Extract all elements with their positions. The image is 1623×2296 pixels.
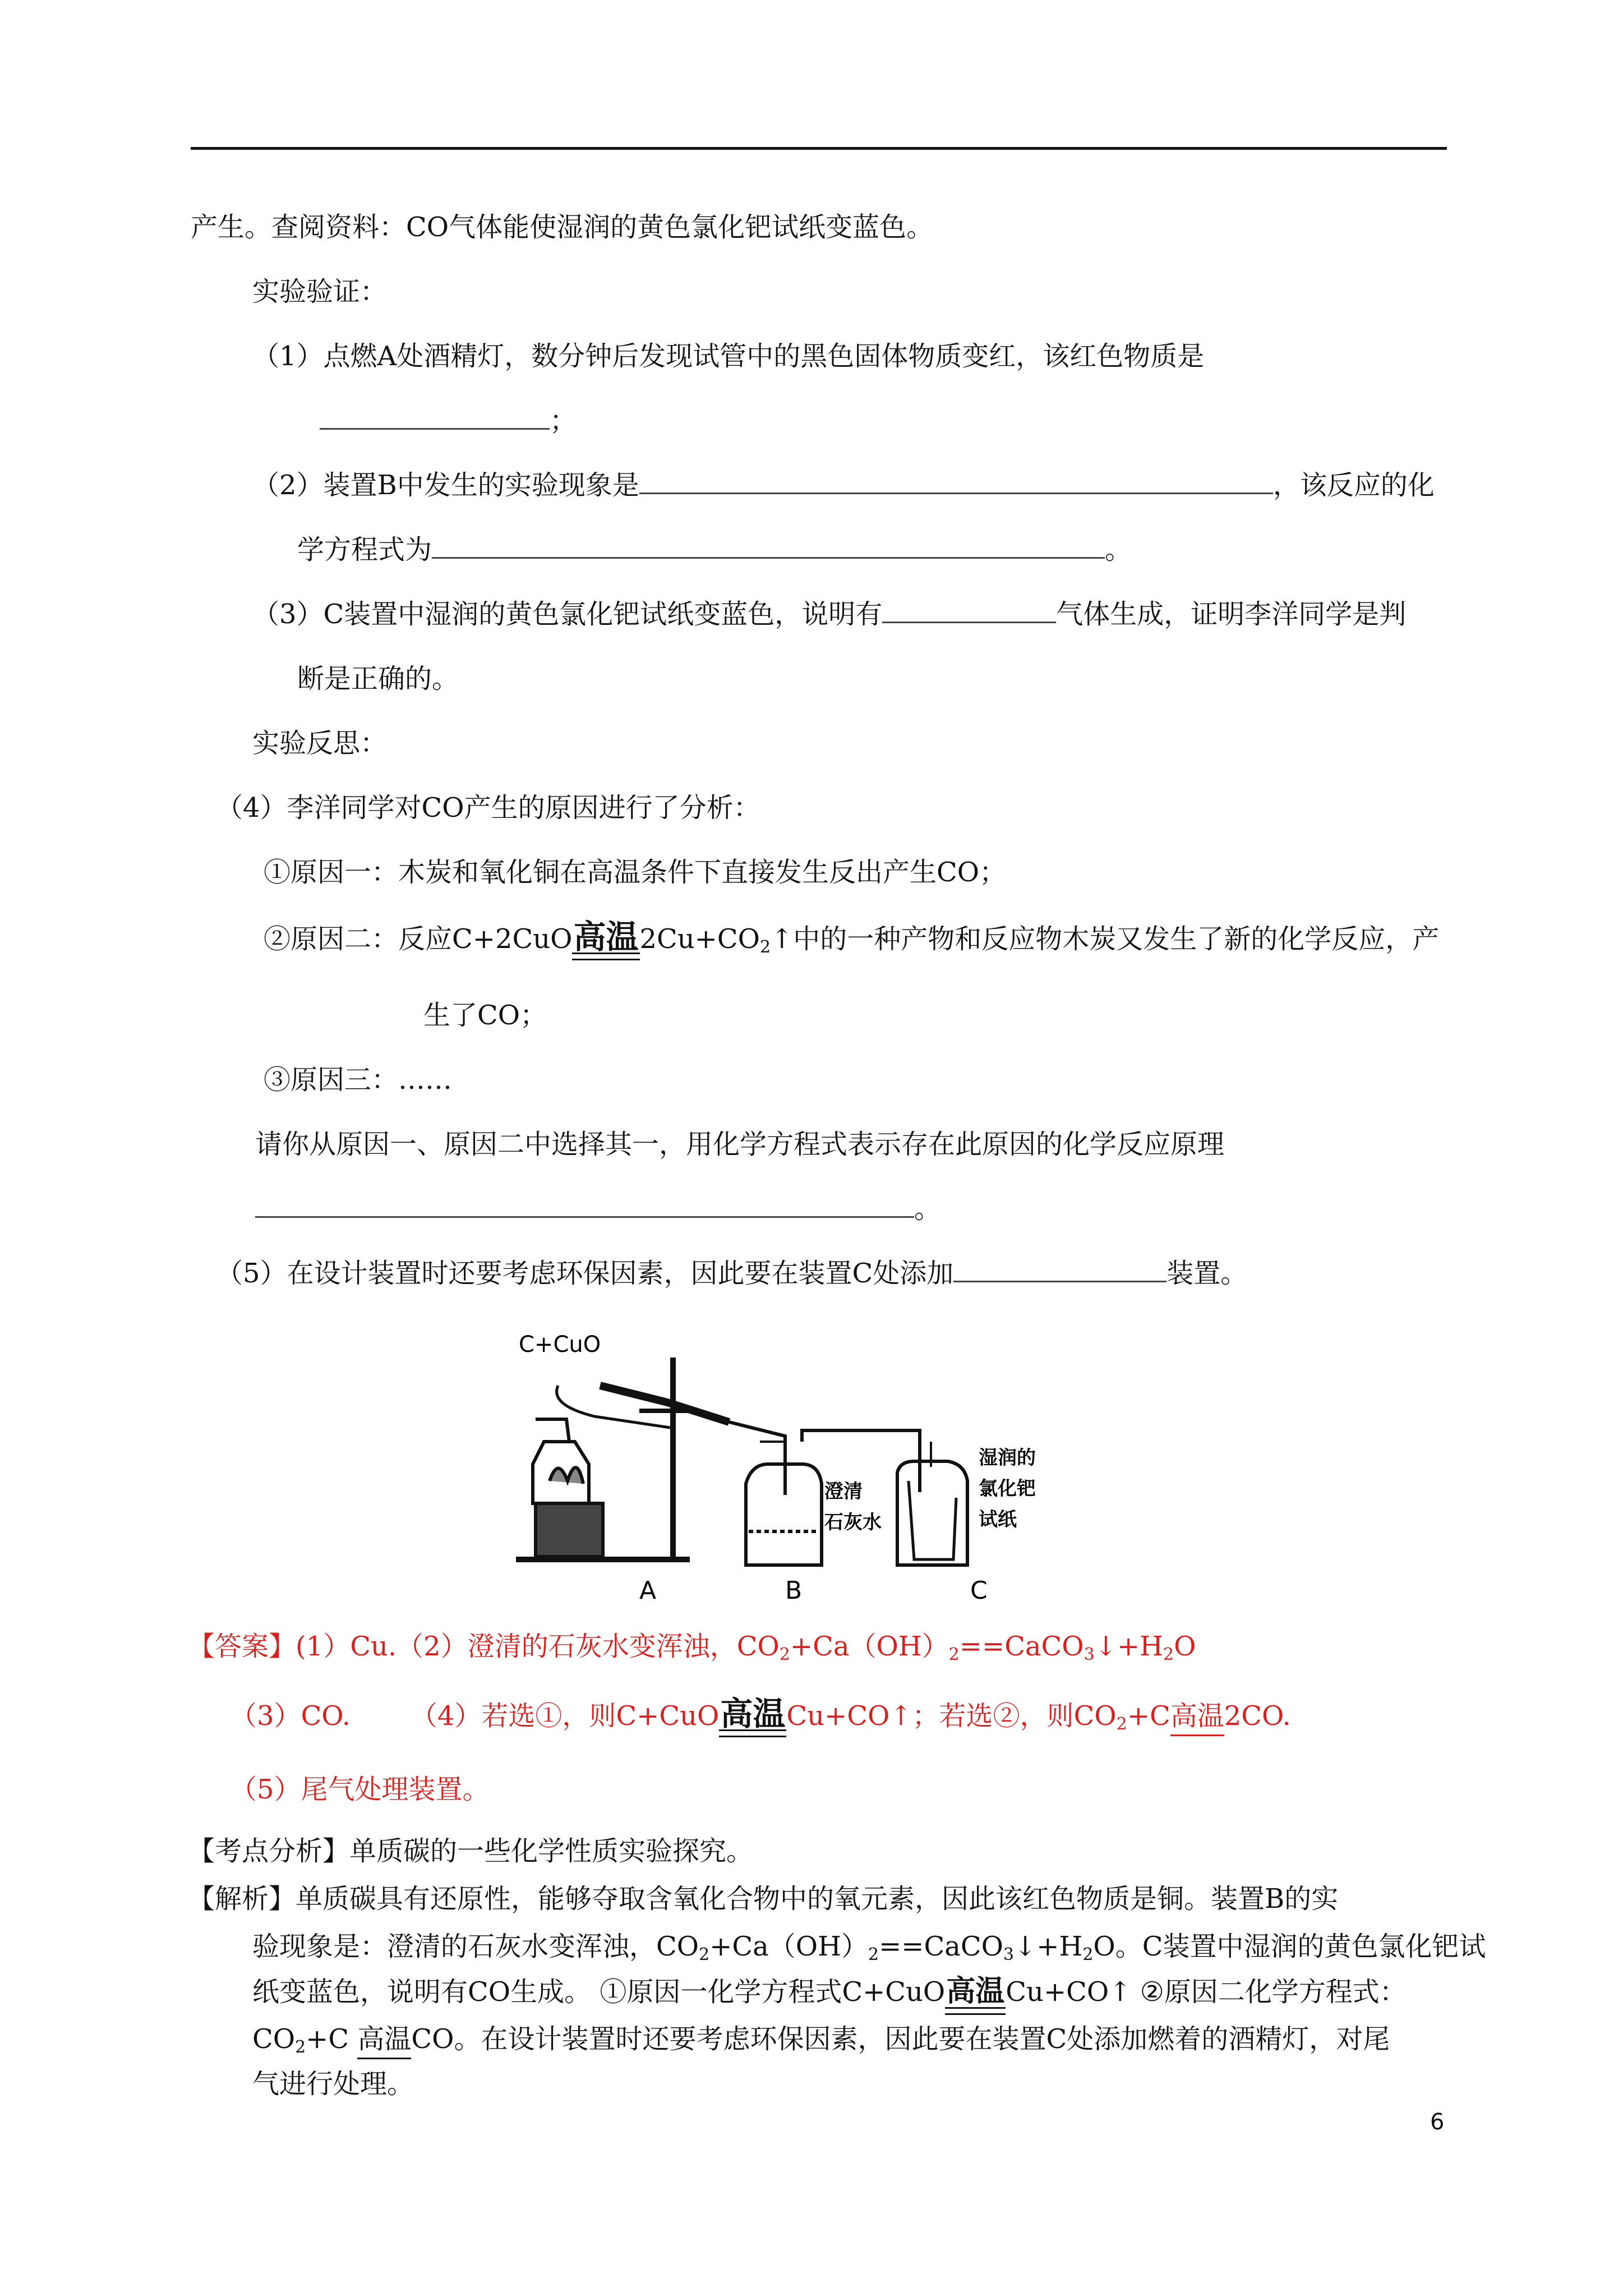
label-b: B	[785, 1576, 803, 1604]
question-1: （1）点燃A处酒精灯，数分钟后发现试管中的黑色固体物质变红，该红色物质是	[252, 341, 1205, 372]
question-4-ask: 请你从原因一、原因二中选择其一，用化学方程式表示存在此原因的化学反应原理	[255, 1129, 1225, 1160]
question-2: （2）装置B中发生的实验现象是 ，该反应的化	[252, 470, 1435, 501]
reason-2: ②原因二：反应C+2CuO高温$2Cu+CO_2↑$中的一种产物和反应物木炭又发生了新的化学反应，产	[264, 918, 1440, 957]
reason-1: ①原因一：木炭和氧化铜在高温条件下直接发生反出产生CO；	[264, 857, 1007, 888]
question-5: （5）在设计装置时还要考虑环保因素，因此要在装置C处添加 装置。	[216, 1258, 1248, 1289]
question-2-equation: 学方程式为 。	[297, 534, 1132, 565]
reason-3: ③原因三：……	[264, 1064, 453, 1096]
bottle-c-label: 湿润的	[979, 1447, 1036, 1469]
answer-blank[interactable]	[432, 551, 1105, 559]
high-temp-condition: 高温	[946, 1974, 1005, 2008]
key-point-analysis: 【考点分析】单质碳的一些化学性质实验探究。	[188, 1835, 754, 1867]
answer-line-1: 【答案】(1）Cu.（2）澄清的石灰水变浑浊，$CO_2+Ca(OH)_2==CaCO_3↓+H_2O$	[188, 1631, 1196, 1664]
high-temp-condition: 高温	[357, 2023, 412, 2055]
question-1-answer-line: ；	[320, 404, 577, 438]
answer-blank[interactable]	[953, 1275, 1166, 1282]
high-temp-condition: 高温	[720, 1695, 786, 1733]
bottle-b-label: 石灰水	[824, 1511, 882, 1534]
label-a: A	[639, 1576, 657, 1604]
explanation-line-1: 【解析】单质碳具有还原性，能够夺取含氧化合物中的氧元素，因此该红色物质是铜。装置B的实	[188, 1883, 1339, 1915]
label-c: C	[970, 1576, 988, 1604]
explanation-line-2: 验现象是：澄清的石灰水变浑浊，$CO_2+Ca(OH)_2==CaCO_3↓+H_2O$。C装置中湿润的黄色氯化钯试	[252, 1931, 1486, 1964]
text-line-1: 产生。查阅资料：CO气体能使湿润的黄色氯化钯试纸变蓝色。	[191, 211, 934, 243]
question-3-cont: 断是正确的。	[297, 663, 459, 694]
question-4-answer-line: 。	[255, 1192, 941, 1226]
high-temp-condition: 高温	[573, 918, 639, 956]
answer-line-3: （5）尾气处理装置。	[230, 1774, 490, 1805]
answer-blank[interactable]	[320, 422, 550, 430]
high-temp-condition: 高温	[1170, 1700, 1224, 1732]
section-heading-reflection: 实验反思：	[252, 728, 388, 759]
explanation-line-4: $CO_2+C$ 高温CO。在设计装置时还要考虑环保因素，因此要在装置C处添加燃着的酒精灯，对尾	[252, 2023, 1390, 2057]
bottle-c-label: 氯化钯	[979, 1478, 1036, 1500]
question-3: （3）C装置中湿润的黄色氯化钯试纸变蓝色，说明有 气体生成，证明李洋同学是判	[252, 599, 1407, 630]
question-4: （4）李洋同学对CO产生的原因进行了分析：	[216, 792, 760, 823]
explanation-line-5: 气进行处理。	[252, 2068, 414, 2100]
reason-2-cont: 生了CO；	[423, 1000, 547, 1031]
reagent-label: C+CuO	[519, 1332, 601, 1358]
answer-blank[interactable]	[255, 1211, 914, 1218]
answer-blank[interactable]	[882, 616, 1056, 623]
page-number: 6	[1430, 2109, 1445, 2135]
answer-line-2: （3）CO. （4）若选①，则C+CuO高温Cu+CO↑；若选②，则$CO_2+C$高温2CO.	[230, 1695, 1291, 1734]
explanation-line-3: 纸变蓝色，说明有CO生成。 ①原因一化学方程式C+CuO高温Cu+CO↑ ②原因二化学方程式：	[252, 1974, 1407, 2008]
header-rule	[191, 147, 1447, 150]
bottle-b-label: 澄清	[824, 1480, 863, 1503]
section-heading-verification: 实验验证：	[252, 276, 388, 307]
answer-blank[interactable]	[639, 487, 1273, 494]
apparatus-figure	[505, 1313, 1077, 1604]
bottle-c-label: 试纸	[979, 1508, 1017, 1531]
